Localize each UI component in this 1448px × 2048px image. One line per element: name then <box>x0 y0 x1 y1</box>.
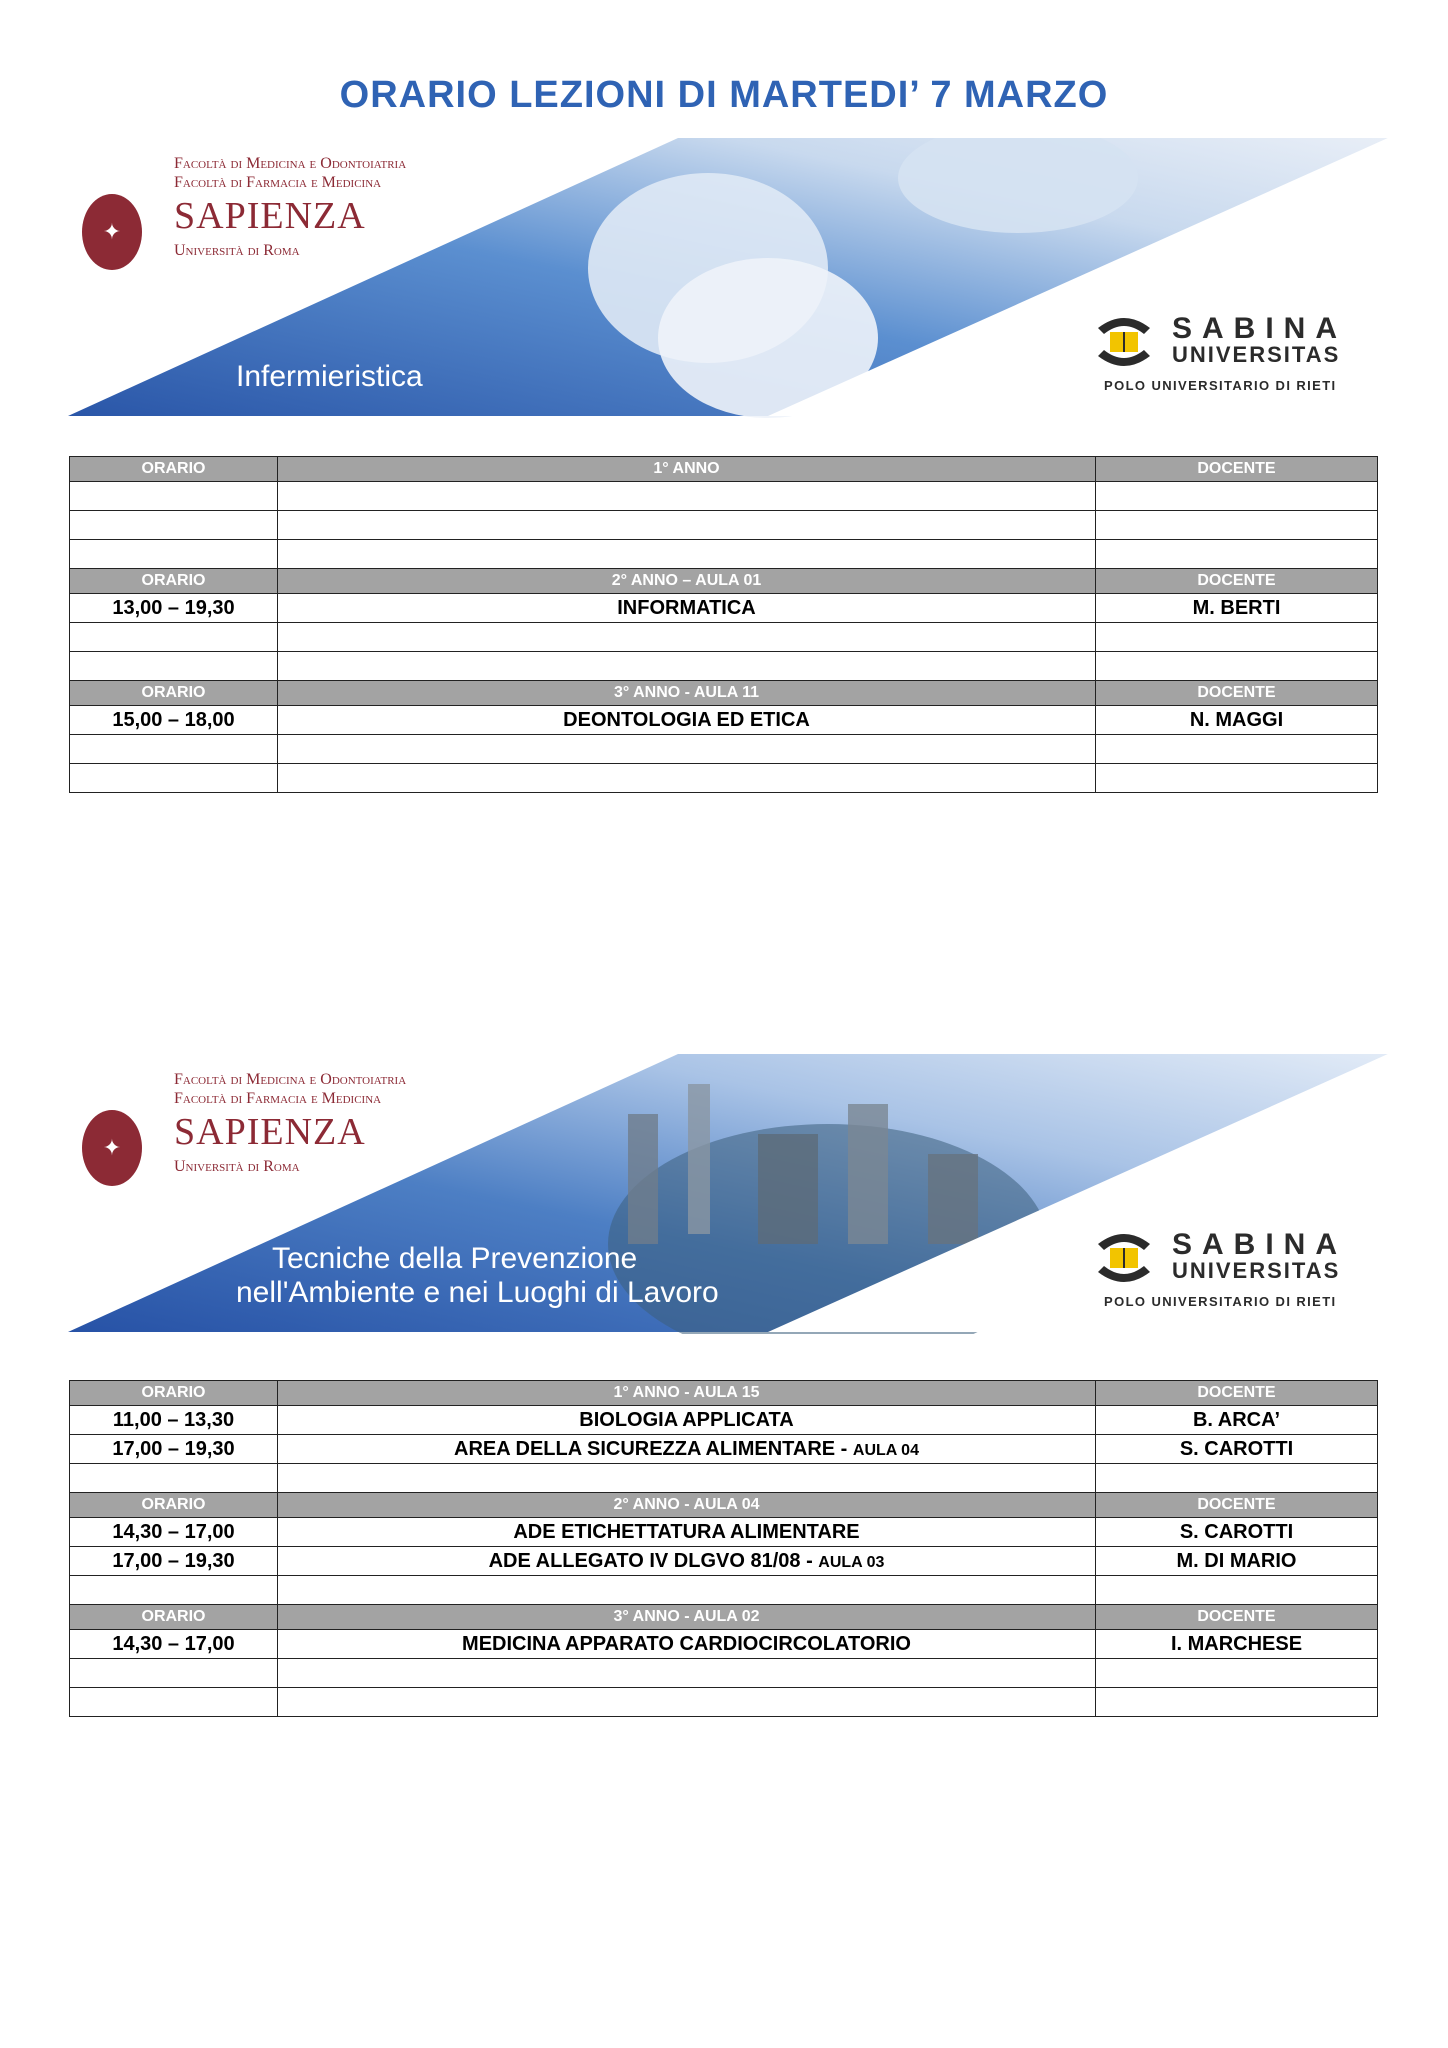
table-row <box>70 482 1378 511</box>
course-title-line-1: Tecniche della Prevenzione <box>272 1242 638 1275</box>
sabina-sub: UNIVERSITAS <box>1172 1258 1341 1283</box>
sapienza-subtitle: Università di Roma <box>174 1158 300 1175</box>
table-row <box>70 735 1378 764</box>
banner-infermieristica <box>68 138 1388 418</box>
lesson-time: 17,00 – 19,30 <box>70 1435 278 1464</box>
header-time: ORARIO <box>70 457 278 482</box>
lesson-subject: INFORMATICA <box>278 594 1096 623</box>
table-row <box>70 1630 1378 1659</box>
lesson-teacher: B. ARCA’ <box>1096 1406 1378 1435</box>
table-row <box>70 1518 1378 1547</box>
header-year: 3° ANNO - AULA 11 <box>278 681 1096 706</box>
lesson-time: 13,00 – 19,30 <box>70 594 278 623</box>
sabina-polo: POLO UNIVERSITARIO DI RIETI <box>1104 378 1337 393</box>
schedule-table-infermieristica <box>69 456 1378 793</box>
table-header-row <box>70 1493 1378 1518</box>
table-row <box>70 1406 1378 1435</box>
sabina-book-icon <box>1088 1230 1160 1286</box>
lesson-teacher: S. CAROTTI <box>1096 1435 1378 1464</box>
lesson-subject: BIOLOGIA APPLICATA <box>278 1406 1096 1435</box>
table-header-row <box>70 1605 1378 1630</box>
lesson-teacher: N. MAGGI <box>1096 706 1378 735</box>
table-row <box>70 1688 1378 1717</box>
lesson-room: AULA 04 <box>852 1441 919 1459</box>
lesson-subject-text: ADE ALLEGATO IV DLGVO 81/08 - <box>488 1549 819 1572</box>
course-title: Infermieristica <box>236 360 423 393</box>
sapienza-subtitle: Università di Roma <box>174 242 300 259</box>
header-time: ORARIO <box>70 1493 278 1518</box>
sabina-logo <box>1088 314 1388 394</box>
table-row <box>70 1576 1378 1605</box>
header-teacher: DOCENTE <box>1096 681 1378 706</box>
sapienza-seal-icon: ✦ <box>82 1110 142 1186</box>
page-title: ORARIO LEZIONI DI MARTEDI’ 7 MARZO <box>339 74 1109 116</box>
lesson-teacher: M. BERTI <box>1096 594 1378 623</box>
header-teacher: DOCENTE <box>1096 569 1378 594</box>
lesson-time: 14,30 – 17,00 <box>70 1630 278 1659</box>
lesson-teacher: I. MARCHESE <box>1096 1630 1378 1659</box>
sabina-logo <box>1088 1230 1388 1310</box>
faculty-line-2: Facoltà di Farmacia e Medicina <box>174 1090 382 1107</box>
table-row <box>70 623 1378 652</box>
lesson-room: AULA 03 <box>818 1553 885 1571</box>
table-row <box>70 1464 1378 1493</box>
lesson-teacher: S. CAROTTI <box>1096 1518 1378 1547</box>
lesson-subject: ADE ETICHETTATURA ALIMENTARE <box>278 1518 1096 1547</box>
table-row <box>70 1659 1378 1688</box>
header-year: 1° ANNO - AULA 15 <box>278 1381 1096 1406</box>
header-time: ORARIO <box>70 569 278 594</box>
lesson-time: 11,00 – 13,30 <box>70 1406 278 1435</box>
table-header-row <box>70 681 1378 706</box>
sapienza-name: SAPIENZA <box>174 1111 366 1153</box>
header-teacher: DOCENTE <box>1096 1605 1378 1630</box>
header-time: ORARIO <box>70 681 278 706</box>
faculty-line-2: Facoltà di Farmacia e Medicina <box>174 174 382 191</box>
sabina-sub: UNIVERSITAS <box>1172 342 1341 367</box>
header-teacher: DOCENTE <box>1096 1381 1378 1406</box>
lesson-subject: MEDICINA APPARATO CARDIOCIRCOLATORIO <box>278 1630 1096 1659</box>
header-teacher: DOCENTE <box>1096 1493 1378 1518</box>
header-time: ORARIO <box>70 1381 278 1406</box>
table-row <box>70 594 1378 623</box>
sabina-book-icon <box>1088 314 1160 370</box>
header-year: 3° ANNO - AULA 02 <box>278 1605 1096 1630</box>
table-row <box>70 540 1378 569</box>
sapienza-seal-icon: ✦ <box>82 194 142 270</box>
lesson-teacher: M. DI MARIO <box>1096 1547 1378 1576</box>
table-row <box>70 652 1378 681</box>
header-year: 2° ANNO – AULA 01 <box>278 569 1096 594</box>
lesson-time: 14,30 – 17,00 <box>70 1518 278 1547</box>
schedule-table-prevenzione <box>69 1380 1378 1717</box>
faculty-line-1: Facoltà di Medicina e Odontoiatria <box>174 155 407 172</box>
faculty-line-1: Facoltà di Medicina e Odontoiatria <box>174 1071 407 1088</box>
table-row <box>70 511 1378 540</box>
table-row <box>70 706 1378 735</box>
table-row <box>70 764 1378 793</box>
lesson-time: 15,00 – 18,00 <box>70 706 278 735</box>
header-time: ORARIO <box>70 1605 278 1630</box>
lesson-subject: DEONTOLOGIA ED ETICA <box>278 706 1096 735</box>
table-row <box>70 1547 1378 1576</box>
header-teacher: DOCENTE <box>1096 457 1378 482</box>
lesson-subject-text: AREA DELLA SICUREZZA ALIMENTARE - <box>454 1437 853 1460</box>
table-header-row <box>70 457 1378 482</box>
sapienza-name: SAPIENZA <box>174 195 366 237</box>
table-row <box>70 1435 1378 1464</box>
table-header-row <box>70 1381 1378 1406</box>
table-header-row <box>70 569 1378 594</box>
banner-prevenzione <box>68 1054 1388 1334</box>
sabina-name: SABINA <box>1172 1228 1348 1261</box>
lesson-time: 17,00 – 19,30 <box>70 1547 278 1576</box>
sabina-polo: POLO UNIVERSITARIO DI RIETI <box>1104 1294 1337 1309</box>
course-title-line-2: nell'Ambiente e nei Luoghi di Lavoro <box>236 1276 719 1309</box>
sabina-name: SABINA <box>1172 312 1348 345</box>
header-year: 1° ANNO <box>278 457 1096 482</box>
header-year: 2° ANNO - AULA 04 <box>278 1493 1096 1518</box>
lesson-subject <box>278 1547 1096 1576</box>
lesson-subject <box>278 1435 1096 1464</box>
